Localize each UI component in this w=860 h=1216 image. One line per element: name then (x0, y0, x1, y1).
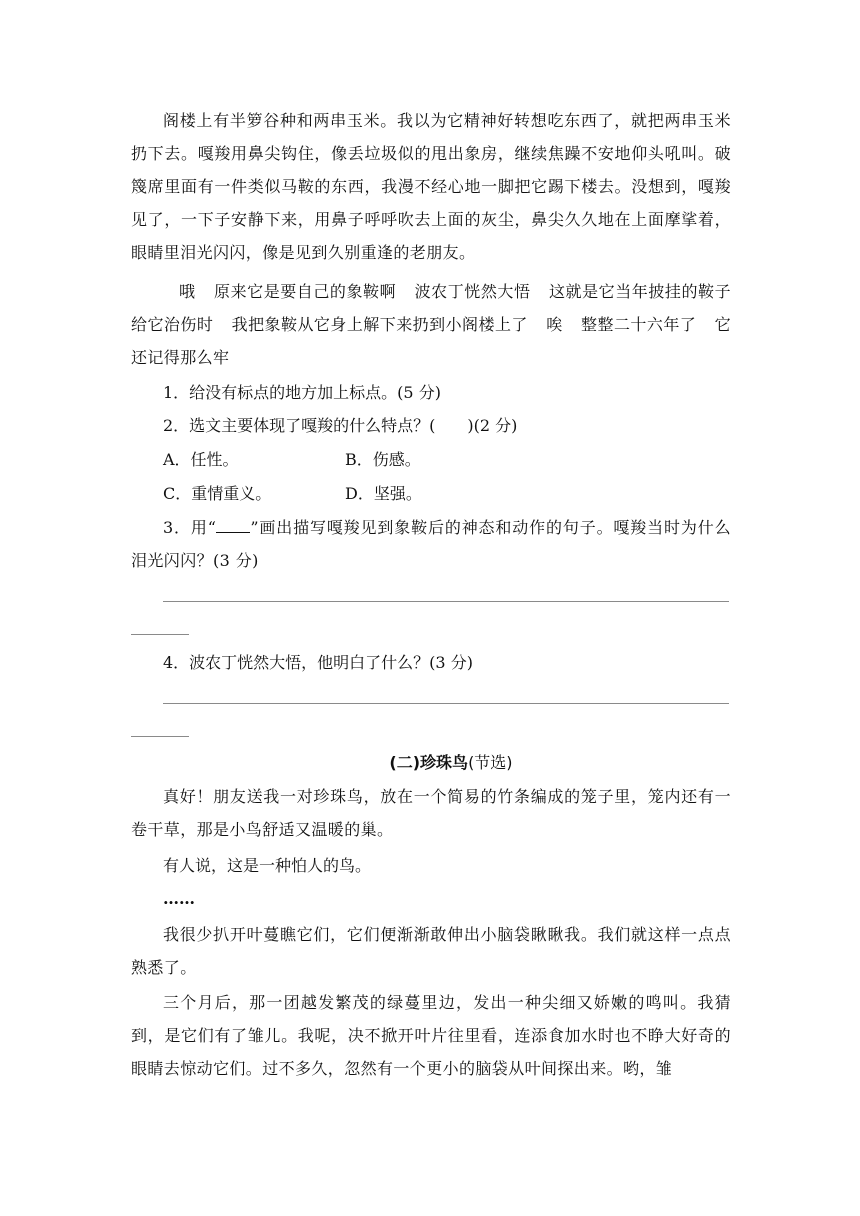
question-4: 4．波农丁恍然大悟，他明白了什么？(3 分) (163, 653, 473, 672)
question-2: 2．选文主要体现了嘎羧的什么特点？( )(2 分) (163, 416, 518, 435)
answer-line-3b[interactable] (131, 634, 189, 635)
q2-option-d: D．坚强。 (345, 484, 422, 503)
section2-title-note: (节选) (468, 753, 513, 772)
passage1-paragraph2: 哦 原来它是要自己的象鞍啊 波农丁恍然大悟 这就是它当年披挂的鞍子 给它治伤时 我把象鞍从它身上解下来扔到小阁楼上了 唉 整整二十六年了 它还记得那么牢 (131, 282, 731, 367)
question-3 (131, 511, 731, 577)
q2-option-a: A．任性。 (163, 450, 239, 469)
section2-paragraph3: 我很少扒开叶蔓瞧它们，它们便渐渐敢伸出小脑袋瞅瞅我。我们就这样一点点熟悉了。 (131, 925, 731, 977)
ellipsis: …… (163, 889, 195, 908)
question-1: 1．给没有标点的地方加上标点。(5 分) (163, 383, 441, 402)
section2-paragraph2: 有人说，这是一种怕人的鸟。 (163, 856, 372, 875)
question-3-prefix: 3．用“ (163, 518, 217, 537)
passage1-paragraph1: 阁楼上有半箩谷种和两串玉米。我以为它精神好转想吃东西了，就把两串玉米扔下去。嘎羧用鼻尖钩住，像丢垃圾似的甩出象房，继续焦躁不安地仰头吼叫。破篾席里面有一件类似马鞍的东西，我漫不经心地一脚把它踢下楼去。没想到，嘎羧见了，一下子安静下来，用鼻子呼呼吹去上面的灰尘，鼻尖久久地在上面摩挲着，眼睛里泪光闪闪，像是见到久别重逢的老朋友。 (131, 111, 731, 262)
section2-paragraph1: 真好！朋友送我一对珍珠鸟，放在一个简易的竹条编成的笼子里，笼内还有一卷干草，那是小鸟舒适又温暖的巢。 (131, 787, 731, 839)
section2-title (131, 746, 771, 779)
answer-line-3a[interactable] (163, 601, 729, 602)
section2-title-main: (二)珍珠鸟 (389, 753, 469, 772)
underline-sample (216, 518, 250, 533)
question-3-text: ”画出描写嘎羧见到象鞍后的神态和动作的句子。嘎羧当时为什么泪光闪闪？(3 分) (131, 518, 731, 570)
answer-line-4a[interactable] (163, 703, 729, 704)
section2-paragraph4: 三个月后，那一团越发繁茂的绿蔓里边，发出一种尖细又娇嫩的鸣叫。我猜到，是它们有了雏儿。我呢，决不掀开叶片往里看，连添食加水时也不睁大好奇的眼睛去惊动它们。过不多久，忽然有一个更小的脑袋从叶间探出来。哟，雏 (131, 993, 731, 1078)
q2-option-c: C．重情重义。 (163, 484, 272, 503)
q2-option-b: B．伤感。 (345, 450, 421, 469)
answer-line-4b[interactable] (131, 736, 189, 737)
